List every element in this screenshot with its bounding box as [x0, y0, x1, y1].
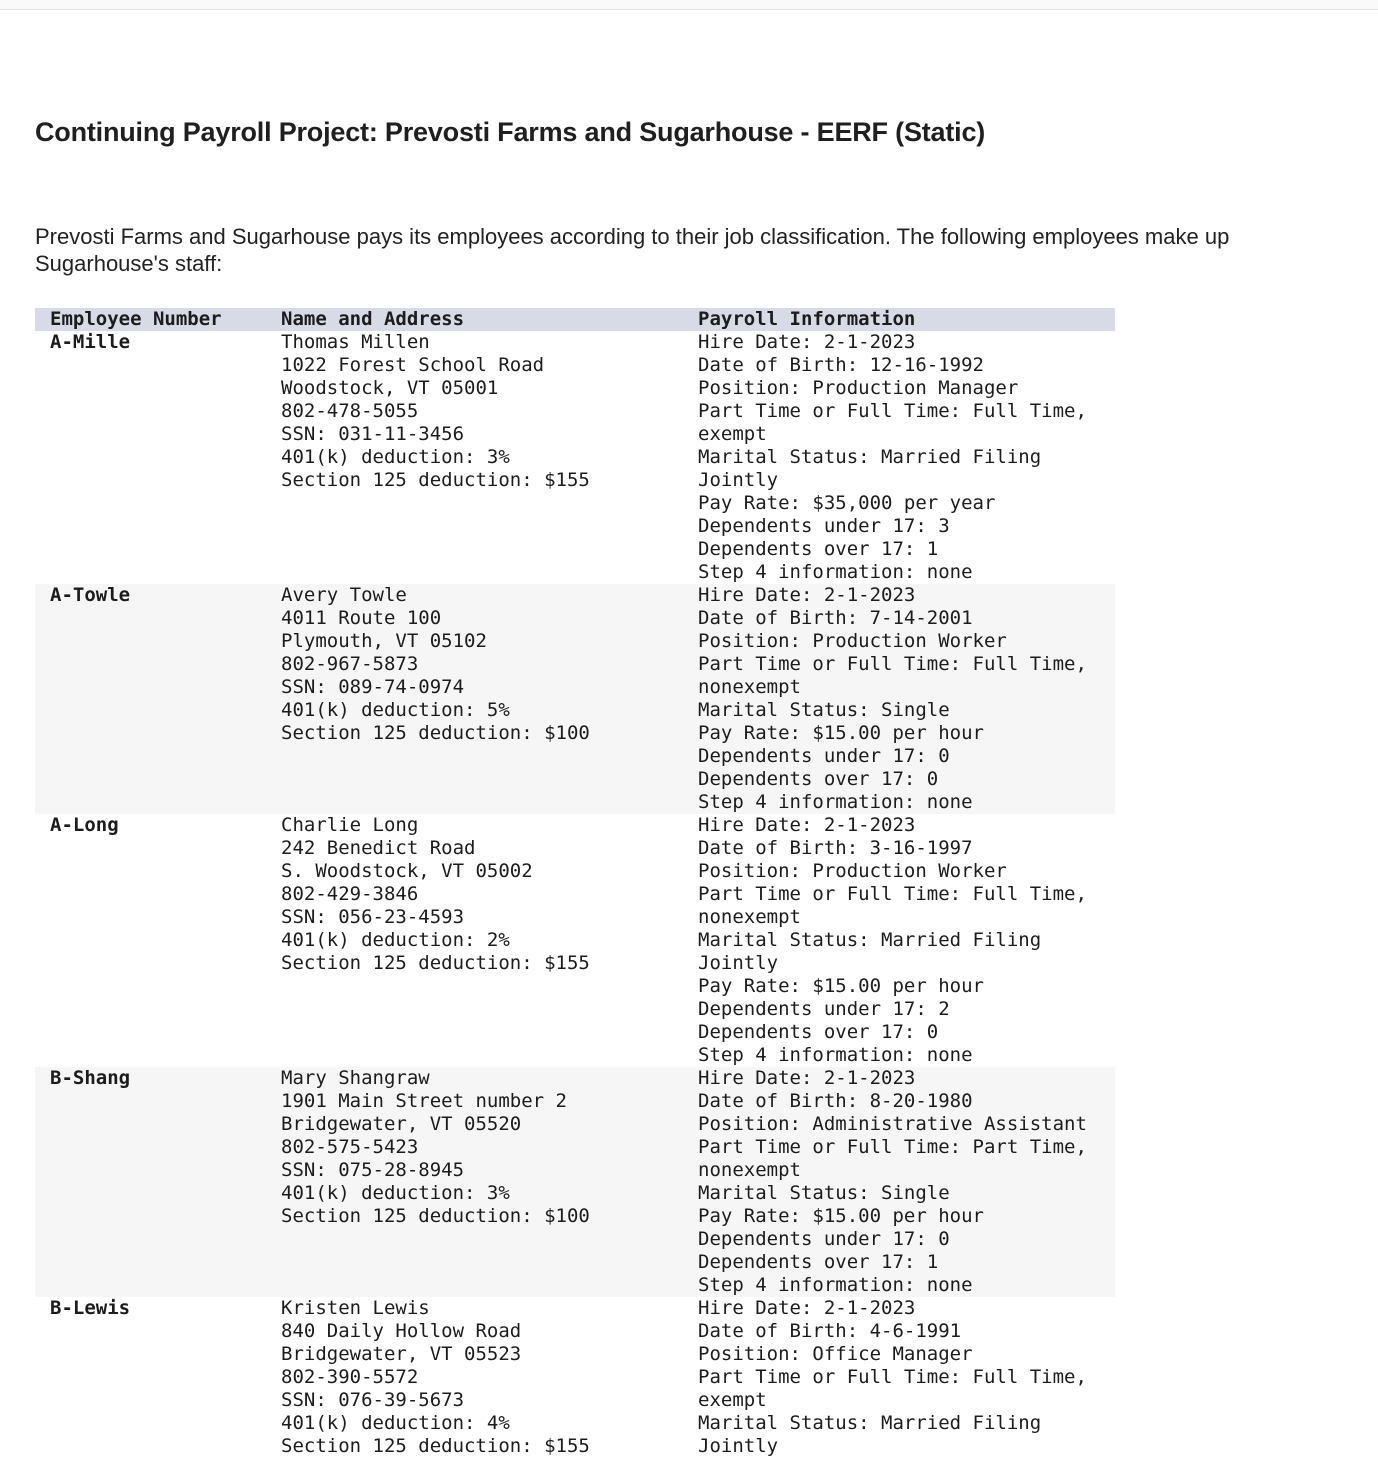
position: Position: Production Manager [698, 377, 1019, 399]
table-row [35, 331, 1115, 584]
401k-deduction: 401(k) deduction: 3% [281, 446, 510, 468]
name-address-cell [266, 1297, 683, 1458]
table-row [35, 1297, 1115, 1458]
dependents-under-17: Dependents under 17: 0 [698, 1228, 950, 1250]
step-4-information: Step 4 information: none [698, 561, 973, 583]
position: Position: Administrative Assistant [698, 1113, 1087, 1135]
name-address-cell [266, 584, 683, 814]
employee-number: A-Towle [35, 584, 266, 814]
employee-name: Charlie Long [281, 814, 419, 836]
employee-name: Mary Shangraw [281, 1067, 430, 1089]
section-125-deduction: Section 125 deduction: $155 [281, 469, 590, 491]
header-payroll-info: Payroll Information [683, 308, 1115, 331]
section-125-deduction: Section 125 deduction: $155 [281, 952, 590, 974]
marital-status: Marital Status: Single [698, 699, 950, 721]
table-header-row [35, 308, 1115, 331]
pay-rate: Pay Rate: $15.00 per hour [698, 722, 984, 744]
employment-status: Part Time or Full Time: Full Time, nonexempt [698, 883, 1099, 928]
street-address: 1022 Forest School Road [281, 354, 545, 376]
employee-number: B-Lewis [50, 1297, 131, 1319]
position: Position: Office Manager [698, 1343, 973, 1365]
street-address: 1901 Main Street number 2 [281, 1090, 567, 1112]
phone-number: 802-575-5423 [281, 1136, 419, 1158]
hire-date: Hire Date: 2-1-2023 [698, 584, 916, 606]
pay-rate: Pay Rate: $15.00 per hour [698, 975, 984, 997]
employment-status: Part Time or Full Time: Part Time, nonexempt [698, 1136, 1099, 1181]
date-of-birth: Date of Birth: 7-14-2001 [698, 607, 973, 629]
pay-rate: Pay Rate: $15.00 per hour [698, 1205, 984, 1227]
section-125-deduction: Section 125 deduction: $155 [281, 1435, 590, 1457]
page-title: Continuing Payroll Project: Prevosti Farms and Sugarhouse - EERF (Static) [35, 117, 986, 147]
employee-number: A-Mille [50, 331, 131, 353]
header-name-address: Name and Address [266, 308, 683, 331]
ssn: SSN: 075-28-8945 [281, 1159, 465, 1181]
marital-status: Marital Status: Single [698, 1182, 950, 1204]
step-4-information: Step 4 information: none [698, 791, 973, 813]
table-row [35, 584, 1115, 814]
401k-deduction: 401(k) deduction: 3% [281, 1182, 510, 1204]
employee-name: Kristen Lewis [281, 1297, 430, 1319]
employment-status: Part Time or Full Time: Full Time, exempt [698, 400, 1099, 445]
date-of-birth: Date of Birth: 12-16-1992 [698, 354, 984, 376]
employee-number: B-Shang [35, 1067, 266, 1297]
city-state-zip: Bridgewater, VT 05523 [281, 1343, 522, 1365]
dependents-under-17: Dependents under 17: 0 [698, 745, 950, 767]
employee-name: Thomas Millen [281, 331, 430, 353]
table-row [35, 814, 1115, 1067]
date-of-birth: Date of Birth: 8-20-1980 [698, 1090, 973, 1112]
date-of-birth: Date of Birth: 3-16-1997 [698, 837, 973, 859]
marital-status: Marital Status: Married Filing Jointly [698, 446, 1053, 491]
payroll-info-cell [683, 1297, 1115, 1458]
city-state-zip: Plymouth, VT 05102 [281, 630, 487, 652]
step-4-information: Step 4 information: none [698, 1044, 973, 1066]
name-address-cell [266, 814, 683, 1067]
city-state-zip: Woodstock, VT 05001 [281, 377, 499, 399]
ssn: SSN: 076-39-5673 [281, 1389, 465, 1411]
ssn: SSN: 056-23-4593 [281, 906, 465, 928]
dependents-over-17: Dependents over 17: 0 [698, 768, 939, 790]
marital-status: Marital Status: Married Filing Jointly [698, 1412, 1053, 1457]
employee-table [35, 308, 1115, 1458]
section-125-deduction: Section 125 deduction: $100 [281, 1205, 590, 1227]
date-of-birth: Date of Birth: 4-6-1991 [698, 1320, 962, 1342]
hire-date: Hire Date: 2-1-2023 [698, 814, 916, 836]
step-4-information: Step 4 information: none [698, 1274, 973, 1296]
phone-number: 802-478-5055 [281, 400, 419, 422]
pay-rate: Pay Rate: $35,000 per year [698, 492, 996, 514]
payroll-info-cell [683, 584, 1115, 814]
hire-date: Hire Date: 2-1-2023 [698, 1297, 916, 1319]
street-address: 840 Daily Hollow Road [281, 1320, 522, 1342]
hire-date: Hire Date: 2-1-2023 [698, 1067, 916, 1089]
dependents-over-17: Dependents over 17: 0 [698, 1021, 939, 1043]
payroll-info-cell [683, 331, 1115, 584]
employment-status: Part Time or Full Time: Full Time, nonexempt [698, 653, 1099, 698]
employee-number: A-Long [50, 814, 119, 836]
payroll-info-cell [683, 1067, 1115, 1297]
ssn: SSN: 089-74-0974 [281, 676, 465, 698]
position: Position: Production Worker [698, 630, 1007, 652]
401k-deduction: 401(k) deduction: 5% [281, 699, 510, 721]
intro-paragraph: Prevosti Farms and Sugarhouse pays its employees according to their job classification. The following employees make up Sugarhouse's staff: [35, 224, 1230, 276]
401k-deduction: 401(k) deduction: 4% [281, 1412, 510, 1434]
top-divider [0, 0, 1378, 10]
employment-status: Part Time or Full Time: Full Time, exempt [698, 1366, 1099, 1411]
dependents-under-17: Dependents under 17: 3 [698, 515, 950, 537]
employee-name: Avery Towle [281, 584, 407, 606]
section-125-deduction: Section 125 deduction: $100 [281, 722, 590, 744]
payroll-info-cell [683, 814, 1115, 1067]
name-address-cell [266, 331, 683, 584]
city-state-zip: Bridgewater, VT 05520 [281, 1113, 522, 1135]
street-address: 242 Benedict Road [281, 837, 476, 859]
header-employee-number: Employee Number [35, 308, 266, 331]
ssn: SSN: 031-11-3456 [281, 423, 465, 445]
table-row [35, 1067, 1115, 1297]
phone-number: 802-967-5873 [281, 653, 419, 675]
phone-number: 802-429-3846 [281, 883, 419, 905]
dependents-over-17: Dependents over 17: 1 [698, 538, 939, 560]
marital-status: Marital Status: Married Filing Jointly [698, 929, 1053, 974]
phone-number: 802-390-5572 [281, 1366, 419, 1388]
dependents-over-17: Dependents over 17: 1 [698, 1251, 939, 1273]
dependents-under-17: Dependents under 17: 2 [698, 998, 950, 1020]
name-address-cell [266, 1067, 683, 1297]
city-state-zip: S. Woodstock, VT 05002 [281, 860, 533, 882]
street-address: 4011 Route 100 [281, 607, 442, 629]
position: Position: Production Worker [698, 860, 1007, 882]
hire-date: Hire Date: 2-1-2023 [698, 331, 916, 353]
401k-deduction: 401(k) deduction: 2% [281, 929, 510, 951]
